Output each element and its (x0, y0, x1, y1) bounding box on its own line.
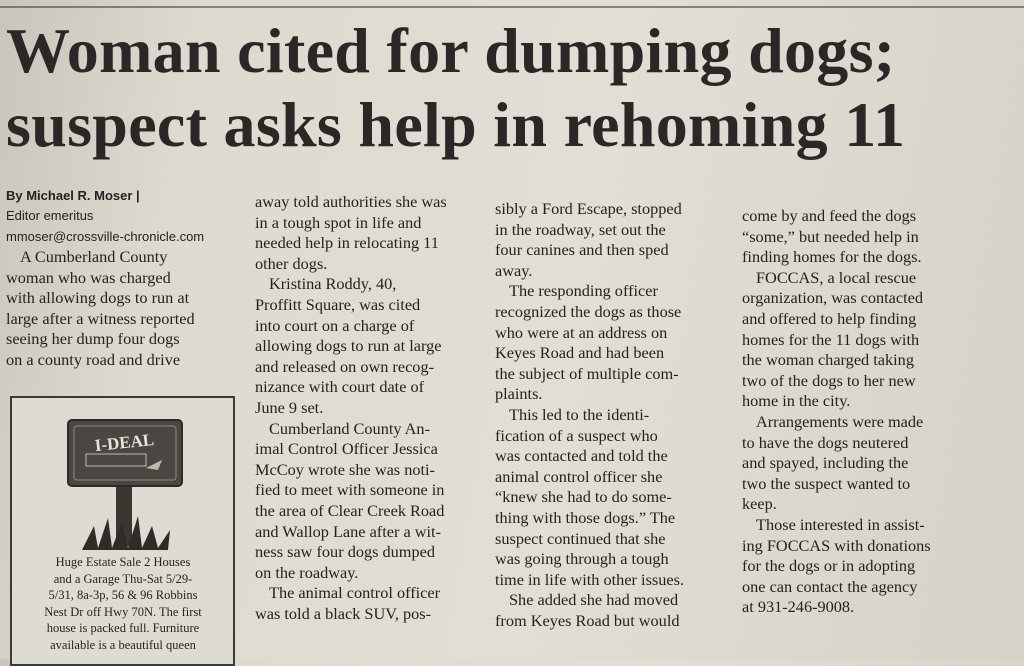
paragraph-line: The animal control officer (269, 583, 441, 603)
paragraph-line: plaints. (495, 384, 543, 404)
paragraph-line: into court on a charge of (255, 315, 415, 335)
paragraph-line: This led to the identi- (509, 404, 650, 424)
paragraph-line: at 931-246-9008. (742, 597, 855, 617)
paragraph-line: the subject of multiple com- (495, 363, 679, 383)
paragraph-line: on a county road and drive (6, 349, 181, 369)
ad-line: 5/31, 8a-3p, 56 & 96 Robbins (48, 588, 198, 602)
paragraph-line: two the suspect wanted to (742, 473, 911, 493)
article-column-2 (255, 192, 487, 624)
paragraph-line: and offered to help finding (742, 308, 917, 328)
paragraph-line: The responding officer (509, 281, 658, 301)
paragraph-line: was contacted and told the (495, 446, 668, 466)
paragraph-line: away told authorities she was (255, 192, 447, 211)
ad-line: and a Garage Thu-Sat 5/29- (53, 571, 193, 586)
byline-email: mmoser@crossville-chronicle.com (6, 229, 205, 244)
paragraph-line: Proffitt Square, was cited (255, 294, 421, 314)
paragraph-line: seeing her dump four dogs (6, 329, 180, 349)
paragraph-line: homes for the 11 dogs with (742, 329, 920, 349)
paragraph-line: imal Control Officer Jessica (255, 439, 438, 459)
paragraph-line: two of the dogs to her new (742, 370, 916, 390)
paragraph-line: home in the city. (742, 391, 851, 411)
paragraph-line: ing FOCCAS with donations (742, 535, 931, 555)
paragraph-line: animal control officer she (495, 466, 663, 486)
paragraph-line: away. (495, 260, 533, 280)
ad-line: Huge Estate Sale 2 Houses (55, 555, 191, 569)
paragraph-line: fied to meet with someone in (255, 480, 445, 500)
ad-line: house is packed full. Furniture (46, 621, 200, 635)
paragraph-line: and Wallop Lane after a wit- (255, 521, 441, 541)
article-column-1 (6, 186, 238, 371)
paragraph-line: come by and feed the dogs (742, 206, 917, 225)
paragraph-line: on the roadway. (255, 562, 359, 582)
paragraph-line: June 9 set. (255, 397, 324, 417)
headline-line-1: Woman cited for dumping dogs; (6, 15, 896, 86)
paragraph-line: McCoy wrote she was noti- (255, 459, 435, 479)
paragraph-line: Those interested in assist- (756, 514, 925, 534)
sign-logo-text: I-DEAL (93, 429, 156, 456)
paragraph-line: organization, was contacted (742, 288, 923, 308)
paragraph-line: needed help in relocating 11 (255, 233, 439, 253)
paragraph-line: “knew she had to do some- (495, 487, 672, 507)
ad-line: available is a beautiful queen (50, 637, 196, 652)
paragraph-line: the area of Clear Creek Road (255, 500, 445, 520)
paragraph-line: the woman charged taking (742, 350, 914, 370)
paragraph-line: in the roadway, set out the (495, 219, 666, 239)
paragraph-line: fication of a suspect who (495, 425, 658, 445)
paragraph-line: and spayed, including the (742, 453, 909, 473)
paragraph-line: other dogs. (255, 253, 328, 273)
paragraph-line: for the dogs or in adopting (742, 556, 916, 576)
top-rule (0, 6, 1024, 8)
paragraph-line: She added she had moved (509, 590, 679, 610)
paragraph-line: four canines and then sped (495, 240, 669, 260)
paragraph-line: in a tough spot in life and (255, 212, 422, 232)
paragraph-line: time in life with other issues. (495, 569, 685, 589)
headline (6, 14, 1021, 162)
paragraph-line: who were at an address on (495, 322, 668, 342)
paragraph-line: “some,” but needed help in (742, 226, 919, 246)
byline-title: Editor emeritus (6, 208, 94, 223)
ad-line: Nest Dr off Hwy 70N. The first (44, 604, 202, 619)
paragraph-line: large after a witness reported (6, 308, 195, 328)
paragraph-line: recognized the dogs as those (495, 301, 682, 321)
sign-board (68, 420, 182, 486)
paragraph-line: nizance with court date of (255, 377, 425, 397)
paragraph-line: FOCCAS, a local rescue (756, 267, 917, 287)
paragraph-line: Keyes Road and had been (495, 343, 665, 363)
estate-sale-ad (10, 396, 235, 666)
paragraph-line: sibly a Ford Escape, stopped (495, 199, 682, 218)
headline-line-2: suspect asks help in rehoming 11 (6, 89, 906, 160)
paragraph-line: was told a black SUV, pos- (255, 603, 432, 623)
paragraph-line: was going through a tough (495, 549, 669, 569)
paragraph-line: ness saw four dogs dumped (255, 542, 435, 562)
paragraph-line: keep. (742, 494, 777, 514)
byline-author: By Michael R. Moser | (6, 188, 140, 203)
paragraph-line: Kristina Roddy, 40, (269, 274, 397, 294)
paragraph-line: to have the dogs neutered (742, 432, 909, 452)
paragraph-line: thing with those dogs.” The (495, 507, 676, 527)
paragraph-line: A Cumberland County (20, 247, 168, 266)
article-column-3 (495, 199, 727, 631)
paragraph-line: woman who was charged (6, 267, 171, 287)
paragraph-line: finding homes for the dogs. (742, 247, 922, 267)
paragraph-line: Cumberland County An- (269, 418, 430, 438)
paragraph-line: with allowing dogs to run at (6, 288, 190, 308)
ad-description (20, 554, 226, 653)
sign-post-illustration (12, 398, 237, 558)
paragraph-line: allowing dogs to run at large (255, 336, 442, 356)
paragraph-line: from Keyes Road but would (495, 610, 680, 630)
article-column-4 (742, 206, 974, 618)
paragraph-line: and released on own recog- (255, 356, 435, 376)
paragraph-line: suspect continued that she (495, 528, 666, 548)
paragraph-line: one can contact the agency (742, 576, 918, 596)
paragraph-line: Arrangements were made (756, 411, 924, 431)
